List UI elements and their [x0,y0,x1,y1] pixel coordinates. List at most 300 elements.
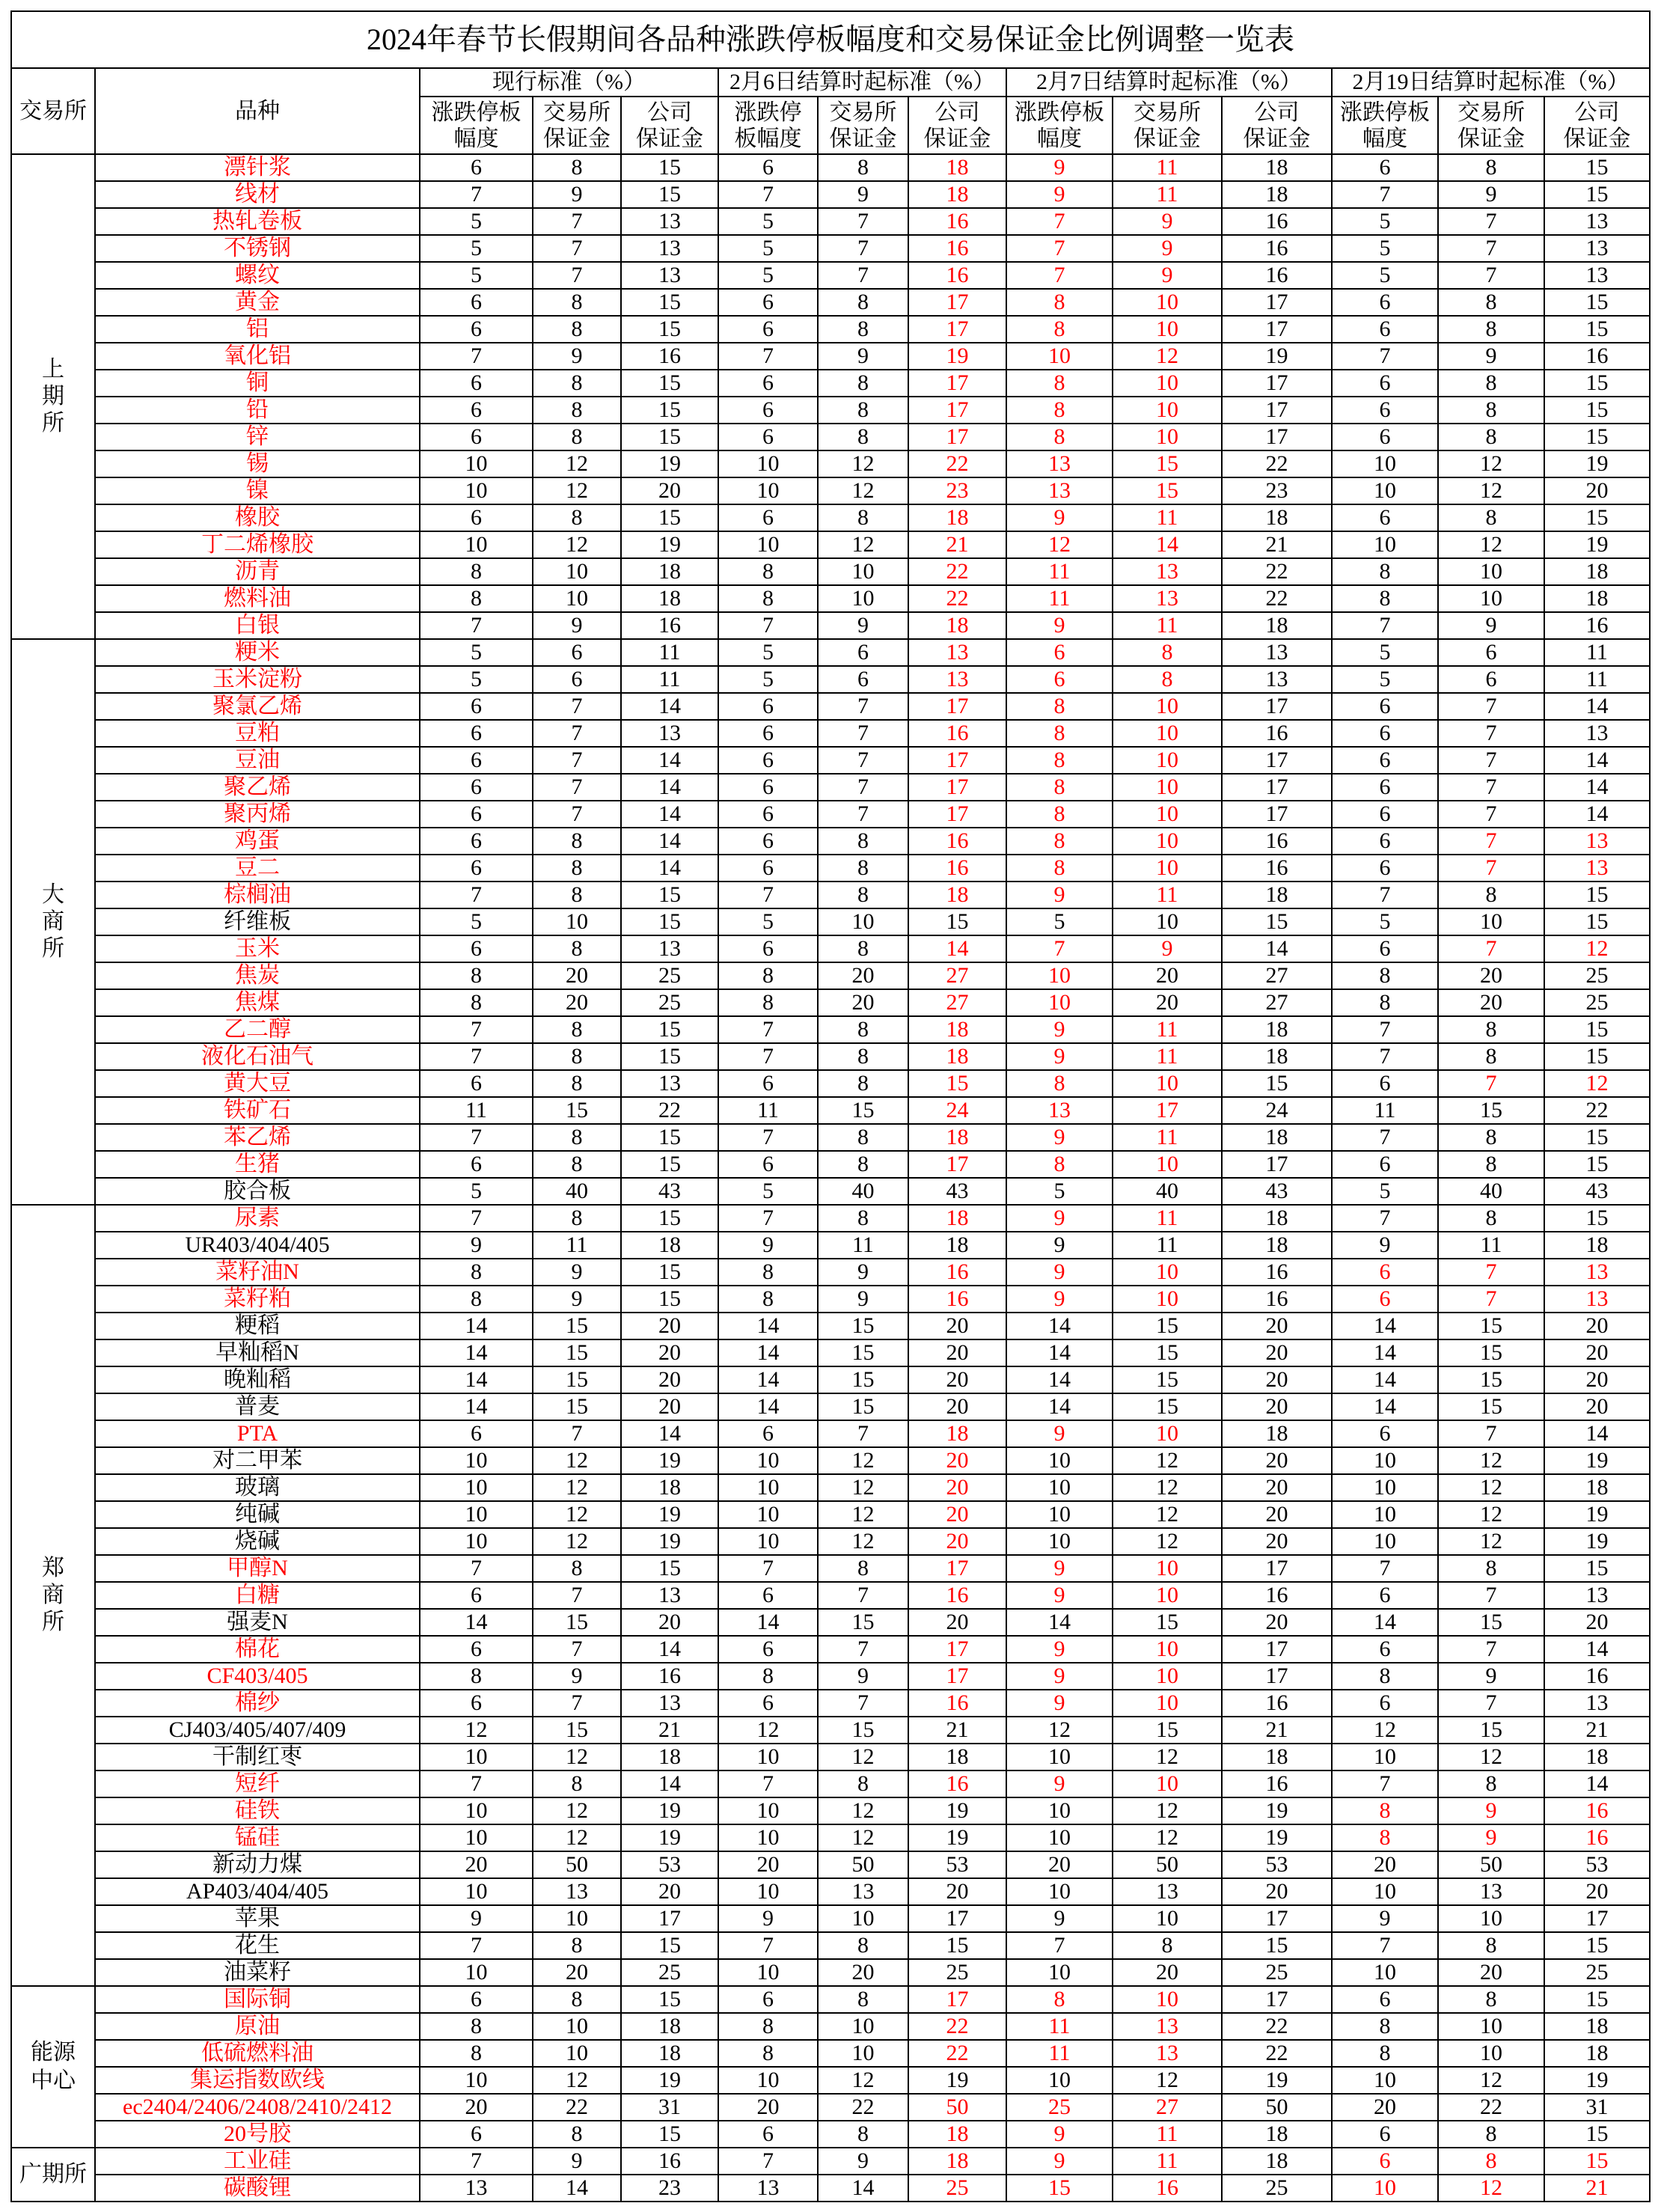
feb6-exchange-margin: 8 [819,1206,909,1232]
current-exchange-margin: 11 [533,1232,622,1259]
feb6-price-limit: 6 [719,1421,819,1448]
feb7-company-margin: 18 [1223,1125,1333,1152]
current-company-margin: 18 [622,559,719,586]
current-price-limit: 5 [420,640,533,667]
current-exchange-margin: 8 [533,936,622,963]
feb19-price-limit: 6 [1333,774,1439,801]
feb7-price-limit: 8 [1007,801,1113,828]
current-exchange-margin: 12 [533,1744,622,1771]
current-company-margin: 19 [622,1502,719,1529]
feb6-company-margin: 22 [909,2014,1007,2041]
current-price-limit: 6 [420,1987,533,2014]
feb7-company-margin: 21 [1223,532,1333,559]
feb7-company-margin: 17 [1223,774,1333,801]
feb6-price-limit: 6 [719,290,819,317]
feb19-price-limit: 20 [1333,1852,1439,1879]
feb6-company-margin: 17 [909,317,1007,343]
feb7-exchange-margin: 10 [1113,424,1223,451]
feb19-company-margin: 21 [1545,1717,1651,1744]
feb19-company-margin: 20 [1545,1879,1651,1906]
current-company-margin: 14 [622,1637,719,1663]
current-company-margin: 19 [622,451,719,478]
feb6-exchange-margin: 7 [819,721,909,748]
product-name: 玻璃 [96,1475,420,1502]
feb7-company-margin: 18 [1223,155,1333,182]
feb6-company-margin: 20 [909,1529,1007,1556]
feb6-price-limit: 6 [719,1637,819,1663]
feb7-exchange-margin: 13 [1113,586,1223,613]
feb6-exchange-margin: 22 [819,2095,909,2121]
feb6-company-margin: 19 [909,1798,1007,1825]
feb19-exchange-margin: 7 [1439,236,1545,263]
feb19-price-limit: 7 [1333,1044,1439,1071]
feb7-company-margin: 23 [1223,478,1333,505]
product-name: 粳米 [96,640,420,667]
current-price-limit: 5 [420,909,533,936]
feb7-price-limit: 8 [1007,1071,1113,1098]
current-company-margin: 18 [622,586,719,613]
feb19-company-margin: 18 [1545,1744,1651,1771]
current-company-margin: 53 [622,1852,719,1879]
feb19-exchange-margin: 8 [1439,290,1545,317]
feb19-company-margin: 19 [1545,1502,1651,1529]
current-price-limit: 7 [420,1206,533,1232]
current-exchange-margin: 8 [533,370,622,397]
current-exchange-margin: 20 [533,990,622,1017]
feb19-price-limit: 5 [1333,236,1439,263]
feb19-exchange-margin: 6 [1439,640,1545,667]
feb7-price-limit: 8 [1007,397,1113,424]
current-price-limit: 8 [420,559,533,586]
current-company-margin: 15 [622,882,719,909]
feb7-exchange-margin: 10 [1113,1987,1223,2014]
feb19-price-limit: 7 [1333,343,1439,370]
current-company-margin: 13 [622,1583,719,1610]
feb19-company-margin: 15 [1545,1933,1651,1960]
product-name: 短纤 [96,1771,420,1798]
feb6-price-limit: 6 [719,1071,819,1098]
feb19-price-limit: 10 [1333,532,1439,559]
current-price-limit: 13 [420,2175,533,2202]
product-name: 花生 [96,1933,420,1960]
feb7-exchange-margin: 10 [1113,1071,1223,1098]
feb19-price-limit: 6 [1333,424,1439,451]
feb7-exchange-margin: 11 [1113,1232,1223,1259]
feb7-price-limit: 7 [1007,936,1113,963]
current-exchange-margin: 8 [533,1071,622,1098]
feb19-exchange-margin: 8 [1439,1017,1545,1044]
feb7-company-margin: 24 [1223,1098,1333,1125]
feb6-company-margin: 15 [909,909,1007,936]
feb7-price-limit: 7 [1007,1933,1113,1960]
feb7-company-margin: 16 [1223,1690,1333,1717]
feb19-exchange-margin: 8 [1439,424,1545,451]
feb6-exchange-margin: 15 [819,1313,909,1340]
product-name: 纯碱 [96,1502,420,1529]
feb7-price-limit: 9 [1007,1906,1113,1933]
feb7-price-limit: 9 [1007,1286,1113,1313]
feb19-price-limit: 12 [1333,1717,1439,1744]
feb19-company-margin: 15 [1545,317,1651,343]
feb19-company-margin: 15 [1545,1987,1651,2014]
feb7-company-margin: 13 [1223,667,1333,694]
feb19-price-limit: 6 [1333,801,1439,828]
feb19-exchange-margin: 7 [1439,855,1545,882]
feb6-company-margin: 13 [909,667,1007,694]
current-exchange-margin: 10 [533,559,622,586]
feb6-exchange-margin: 9 [819,2148,909,2175]
feb6-company-margin: 21 [909,1717,1007,1744]
feb19-price-limit: 6 [1333,370,1439,397]
feb6-price-limit: 10 [719,1960,819,1987]
feb19-price-limit: 8 [1333,2014,1439,2041]
feb6-exchange-margin: 12 [819,1448,909,1475]
product-name: 菜籽粕 [96,1286,420,1313]
current-price-limit: 14 [420,1610,533,1637]
product-name: 沥青 [96,559,420,586]
feb6-exchange-margin: 9 [819,1663,909,1690]
feb19-company-margin: 15 [1545,2148,1651,2175]
current-company-margin: 14 [622,774,719,801]
margin-adjustment-table [10,10,1651,2202]
feb6-price-limit: 6 [719,397,819,424]
feb6-price-limit: 8 [719,2041,819,2068]
current-price-limit-header: 涨跌停板 幅度 [420,97,533,155]
feb6-price-limit: 7 [719,1044,819,1071]
current-price-limit: 11 [420,1098,533,1125]
current-exchange-margin: 12 [533,1475,622,1502]
feb7-exchange-margin: 15 [1113,1340,1223,1367]
product-name: CJ403/405/407/409 [96,1717,420,1744]
current-price-limit: 10 [420,532,533,559]
current-exchange-margin: 7 [533,801,622,828]
current-price-limit: 6 [420,505,533,532]
feb19-exchange-margin: 7 [1439,774,1545,801]
feb6-company-margin: 27 [909,990,1007,1017]
feb7-price-limit: 8 [1007,290,1113,317]
feb7-price-limit: 9 [1007,1637,1113,1663]
feb6-price-limit: 10 [719,1448,819,1475]
product-name: 烧碱 [96,1529,420,1556]
feb19-company-margin: 16 [1545,1798,1651,1825]
feb19-price-limit: 6 [1333,936,1439,963]
feb7-company-margin: 18 [1223,2148,1333,2175]
feb6-price-limit: 10 [719,1825,819,1852]
feb19-company-margin: 16 [1545,343,1651,370]
feb7-company-margin: 18 [1223,613,1333,640]
feb6-price-limit: 6 [719,721,819,748]
feb19-company-margin: 15 [1545,909,1651,936]
feb19-company-margin: 22 [1545,1098,1651,1125]
feb19-exchange-margin: 6 [1439,667,1545,694]
feb6-company-margin: 20 [909,1448,1007,1475]
feb6-exchange-margin: 13 [819,1879,909,1906]
feb7-exchange-margin: 10 [1113,828,1223,855]
current-company-margin: 31 [622,2095,719,2121]
current-company-margin: 19 [622,1825,719,1852]
feb6-price-limit: 6 [719,2121,819,2148]
current-price-limit: 20 [420,2095,533,2121]
feb19-company-margin: 25 [1545,963,1651,990]
product-name: 干制红枣 [96,1744,420,1771]
feb6-price-limit: 10 [719,1798,819,1825]
feb19-price-limit: 7 [1333,613,1439,640]
current-price-limit: 6 [420,2121,533,2148]
current-exchange-margin: 7 [533,209,622,236]
feb7-exchange-margin: 10 [1113,801,1223,828]
feb19-price-limit: 10 [1333,1529,1439,1556]
product-name: 螺纹 [96,263,420,290]
feb6-exchange-margin: 7 [819,694,909,721]
current-exchange-margin-header: 交易所 保证金 [533,97,622,155]
feb7-exchange-margin: 12 [1113,1744,1223,1771]
feb6-exchange-margin: 8 [819,1044,909,1071]
current-price-limit: 14 [420,1367,533,1394]
feb7-company-margin-header: 公司 保证金 [1223,97,1333,155]
current-exchange-margin: 12 [533,1825,622,1852]
feb6-price-limit: 14 [719,1340,819,1367]
feb19-price-limit: 8 [1333,586,1439,613]
product-name: 新动力煤 [96,1852,420,1879]
current-price-limit: 6 [420,936,533,963]
product-name: 铝 [96,317,420,343]
feb6-company-margin: 17 [909,1906,1007,1933]
feb6-exchange-margin: 6 [819,640,909,667]
feb19-price-limit: 6 [1333,1152,1439,1179]
feb6-company-margin: 14 [909,936,1007,963]
feb6-company-margin: 27 [909,963,1007,990]
feb6-exchange-margin: 8 [819,397,909,424]
feb6-exchange-margin: 9 [819,182,909,209]
feb19-price-limit: 8 [1333,1663,1439,1690]
current-company-margin: 15 [622,1286,719,1313]
current-price-limit: 5 [420,236,533,263]
feb7-exchange-margin: 40 [1113,1179,1223,1206]
current-price-limit: 14 [420,1340,533,1367]
feb7-exchange-margin: 10 [1113,1690,1223,1717]
product-name: 玉米淀粉 [96,667,420,694]
current-company-margin: 14 [622,1771,719,1798]
feb6-price-limit: 6 [719,1152,819,1179]
feb6-company-margin: 17 [909,370,1007,397]
feb7-price-limit: 8 [1007,694,1113,721]
feb7-price-limit: 9 [1007,505,1113,532]
feb7-exchange-margin: 15 [1113,1367,1223,1394]
feb6-price-limit: 6 [719,1583,819,1610]
feb7-company-margin: 27 [1223,990,1333,1017]
exchange-cell [12,640,96,1206]
feb6-company-margin: 18 [909,1125,1007,1152]
current-company-margin: 13 [622,1071,719,1098]
product-name: UR403/404/405 [96,1232,420,1259]
feb19-price-limit: 6 [1333,748,1439,774]
current-exchange-margin: 10 [533,586,622,613]
feb19-company-margin: 14 [1545,694,1651,721]
feb6-exchange-margin: 8 [819,1987,909,2014]
feb7-company-margin: 18 [1223,182,1333,209]
feb7-exchange-margin: 17 [1113,1098,1223,1125]
feb6-exchange-margin: 8 [819,1933,909,1960]
feb6-exchange-margin: 12 [819,1502,909,1529]
feb7-company-margin: 17 [1223,1987,1333,2014]
feb7-company-margin: 17 [1223,290,1333,317]
feb19-exchange-margin: 40 [1439,1179,1545,1206]
current-price-limit: 5 [420,1179,533,1206]
feb6-price-limit: 7 [719,882,819,909]
feb19-company-margin: 16 [1545,1663,1651,1690]
feb7-company-margin: 18 [1223,1232,1333,1259]
feb19-company-margin: 20 [1545,1367,1651,1394]
current-price-limit: 10 [420,1448,533,1475]
feb6-price-limit: 8 [719,1663,819,1690]
feb7-exchange-margin: 9 [1113,263,1223,290]
product-name: 白糖 [96,1583,420,1610]
feb7-company-margin: 27 [1223,963,1333,990]
feb7-exchange-margin: 10 [1113,370,1223,397]
feb7-company-margin: 16 [1223,1259,1333,1286]
feb6-price-limit: 6 [719,370,819,397]
current-company-margin: 20 [622,1879,719,1906]
current-exchange-margin: 8 [533,155,622,182]
current-company-margin: 14 [622,828,719,855]
product-name: 不锈钢 [96,236,420,263]
current-company-margin: 15 [622,2121,719,2148]
feb7-price-limit: 8 [1007,424,1113,451]
feb7-exchange-margin: 15 [1113,1394,1223,1421]
feb7-price-limit: 9 [1007,1125,1113,1152]
feb7-price-limit: 13 [1007,478,1113,505]
current-price-limit: 8 [420,1286,533,1313]
current-exchange-margin: 8 [533,1987,622,2014]
exchange-label: 大商所 [42,882,64,961]
page-title: 2024年春节长假期间各品种涨跌停板幅度和交易保证金比例调整一览表 [12,12,1651,69]
feb6-price-limit: 7 [719,343,819,370]
product-name: 低硫燃料油 [96,2041,420,2068]
current-exchange-margin: 14 [533,2175,622,2202]
feb6-price-limit: 10 [719,532,819,559]
feb19-company-margin: 15 [1545,1206,1651,1232]
feb7-exchange-margin: 12 [1113,1502,1223,1529]
feb19-company-margin: 43 [1545,1179,1651,1206]
current-price-limit: 6 [420,1690,533,1717]
feb7-company-margin: 17 [1223,1152,1333,1179]
feb6-price-limit: 6 [719,1690,819,1717]
feb6-company-margin: 13 [909,640,1007,667]
current-exchange-margin: 8 [533,1044,622,1071]
current-company-margin: 13 [622,209,719,236]
feb19-exchange-margin: 8 [1439,1206,1545,1232]
feb6-company-margin: 17 [909,1152,1007,1179]
current-price-limit: 7 [420,1556,533,1583]
feb19-exchange-margin: 7 [1439,748,1545,774]
product-name: 晚籼稻 [96,1367,420,1394]
feb6-company-margin: 43 [909,1179,1007,1206]
current-company-margin: 15 [622,317,719,343]
current-exchange-margin: 8 [533,397,622,424]
feb7-price-limit: 9 [1007,882,1113,909]
feb7-company-margin: 19 [1223,2068,1333,2095]
feb19-price-limit: 6 [1333,855,1439,882]
current-exchange-margin: 9 [533,613,622,640]
feb19-company-margin: 15 [1545,1017,1651,1044]
feb19-exchange-margin: 7 [1439,694,1545,721]
feb19-company-margin: 13 [1545,263,1651,290]
feb6-price-limit: 6 [719,774,819,801]
feb19-exchange-margin: 7 [1439,1690,1545,1717]
current-exchange-margin: 7 [533,694,622,721]
feb6-price-limit: 10 [719,451,819,478]
product-name: 集运指数欧线 [96,2068,420,2095]
feb6-price-limit: 7 [719,1771,819,1798]
current-company-margin: 15 [622,505,719,532]
feb7-exchange-margin: 20 [1113,963,1223,990]
feb7-company-margin: 20 [1223,1529,1333,1556]
feb7-price-limit: 10 [1007,963,1113,990]
feb6-exchange-margin: 8 [819,828,909,855]
feb6-price-limit: 10 [719,1529,819,1556]
feb6-price-limit: 6 [719,801,819,828]
product-name: 鸡蛋 [96,828,420,855]
feb7-standard-header: 2月7日结算时起标准（%） [1007,69,1333,97]
feb7-price-limit: 9 [1007,613,1113,640]
exchange-label: 上期所 [42,357,64,436]
feb19-exchange-margin: 12 [1439,1502,1545,1529]
feb19-exchange-margin: 15 [1439,1367,1545,1394]
current-exchange-margin: 12 [533,1448,622,1475]
feb19-price-limit: 6 [1333,290,1439,317]
feb6-price-limit: 10 [719,1502,819,1529]
feb7-company-margin: 20 [1223,1879,1333,1906]
product-name: 甲醇N [96,1556,420,1583]
feb7-company-margin: 17 [1223,1556,1333,1583]
current-exchange-margin: 9 [533,182,622,209]
current-exchange-margin: 9 [533,1259,622,1286]
feb6-company-margin: 17 [909,1663,1007,1690]
feb7-company-margin: 15 [1223,1933,1333,1960]
feb7-price-limit: 12 [1007,1717,1113,1744]
current-price-limit: 10 [420,478,533,505]
feb7-company-margin: 25 [1223,1960,1333,1987]
feb7-company-margin: 18 [1223,882,1333,909]
current-company-margin: 15 [622,1017,719,1044]
feb7-price-limit: 9 [1007,1017,1113,1044]
current-company-margin: 15 [622,397,719,424]
feb7-exchange-margin: 11 [1113,1017,1223,1044]
exchange-header: 交易所 [12,69,96,155]
current-company-margin: 19 [622,1798,719,1825]
feb7-price-limit: 9 [1007,1421,1113,1448]
feb19-company-margin: 15 [1545,1044,1651,1071]
product-name: 铅 [96,397,420,424]
feb7-price-limit: 9 [1007,1259,1113,1286]
current-price-limit: 8 [420,990,533,1017]
feb19-company-margin: 13 [1545,1690,1651,1717]
feb19-exchange-margin: 8 [1439,155,1545,182]
feb19-exchange-margin: 9 [1439,343,1545,370]
feb7-price-limit: 8 [1007,1987,1113,2014]
current-exchange-margin: 9 [533,1663,622,1690]
feb19-exchange-margin: 13 [1439,1879,1545,1906]
product-name: 强麦N [96,1610,420,1637]
feb6-exchange-margin: 8 [819,424,909,451]
feb19-price-limit: 5 [1333,263,1439,290]
current-company-margin: 15 [622,290,719,317]
product-name: 铜 [96,370,420,397]
feb7-exchange-margin: 15 [1113,451,1223,478]
feb6-company-margin: 17 [909,290,1007,317]
feb19-company-margin: 20 [1545,1340,1651,1367]
feb7-price-limit: 9 [1007,1690,1113,1717]
